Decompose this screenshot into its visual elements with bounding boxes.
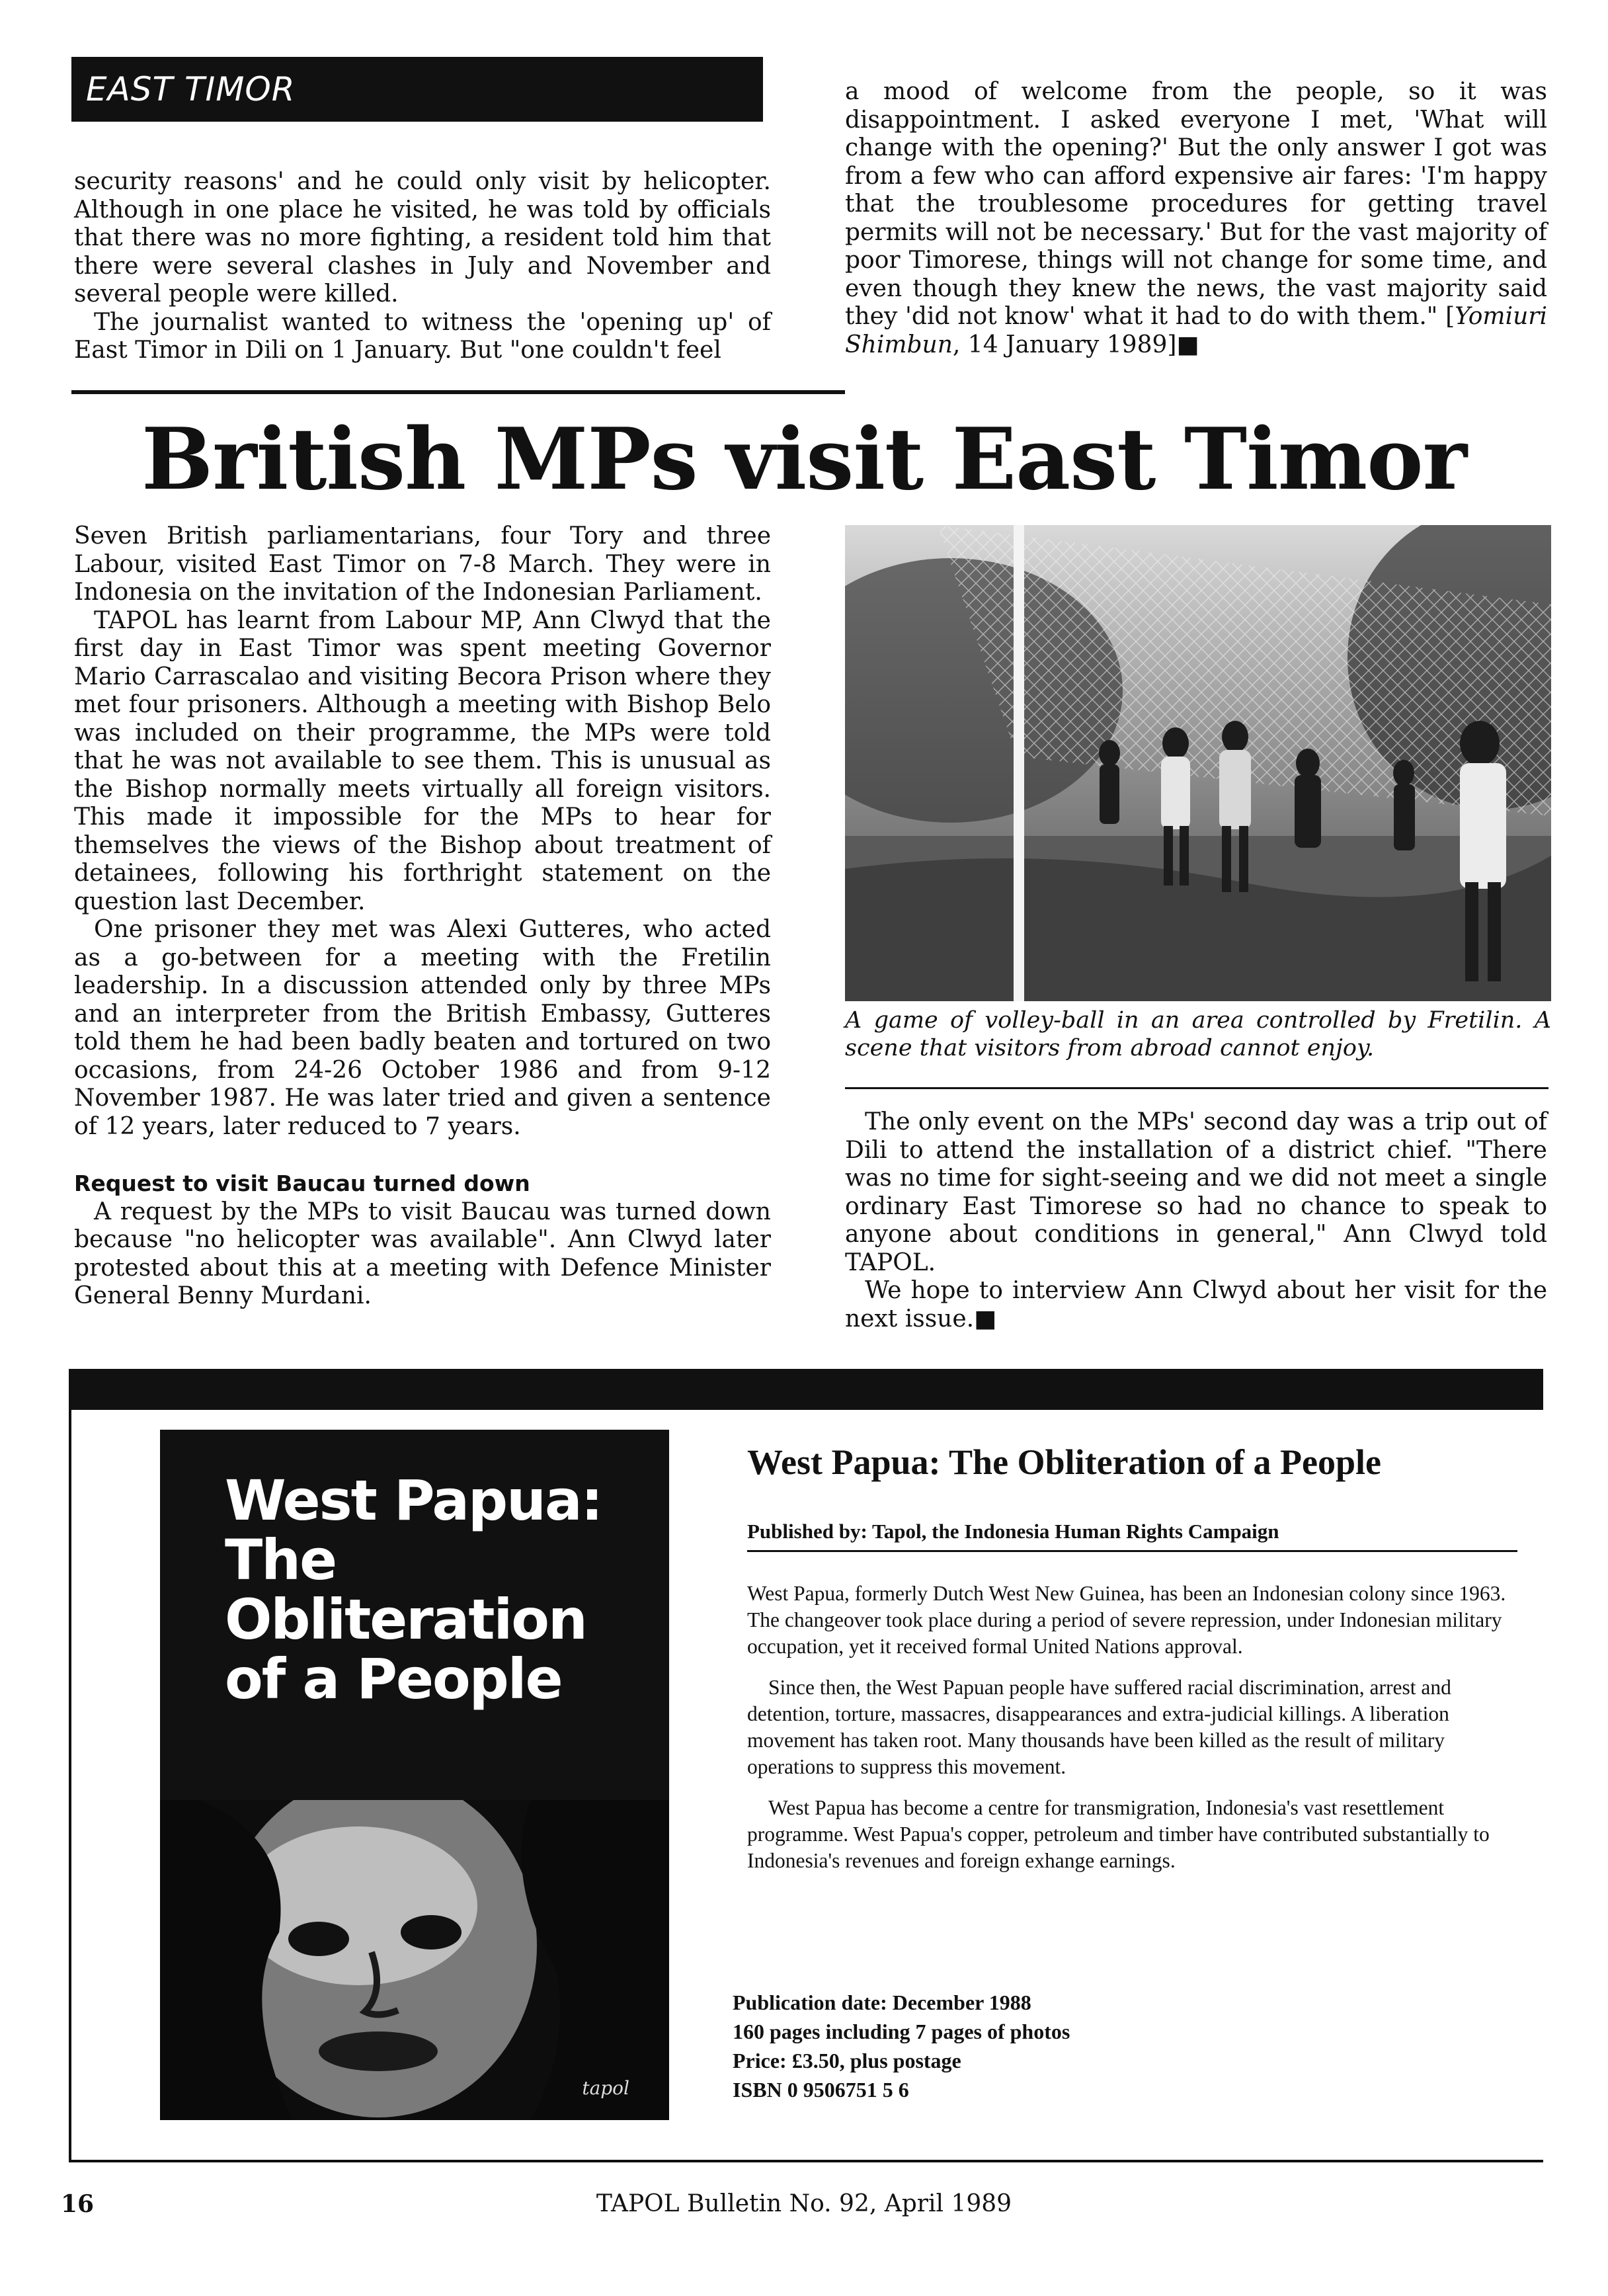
advert-title: West Papua: The Obliteration of a People	[747, 1442, 1381, 1482]
article-right-column	[845, 1108, 1547, 1333]
publication-facts	[733, 1988, 1328, 2104]
publisher-line: Published by: Tapol, the Indonesia Human Rights Campaign	[747, 1520, 1517, 1552]
cover-title: West Papua: The Obliteration of a People	[225, 1468, 602, 1711]
page-count: 160 pages including 7 pages of photos	[733, 2020, 1070, 2043]
volleyball-photo	[845, 525, 1551, 1001]
paragraph: West Papua, formerly Dutch West New Guinea, has been an Indonesian colony since 1963. The changeover took place during a period of severe repression, under Indonesian military occupation, yet it received formal United Nations approval.	[747, 1582, 1506, 1658]
top-right-column	[845, 78, 1547, 359]
cover-face-photo	[160, 1800, 669, 2120]
paragraph: Since then, the West Papuan people have suffered racial discrimination, arrest and detention, torture, massacres, disappearances and extra-judicial killings. A liberation movement has taken root. Many thousands have been killed as the result of military operations to suppress this movement.	[747, 1676, 1451, 1778]
advert-description	[747, 1580, 1515, 1889]
source-name: Yomiuri Shimbun	[845, 303, 1547, 358]
advert-top-band	[69, 1369, 1543, 1410]
isbn: ISBN 0 9506751 5 6	[733, 2078, 909, 2102]
book-cover	[160, 1430, 669, 2120]
paragraph	[845, 1277, 1547, 1333]
paragraph: security reasons' and he could only visit by helicopter. Although in one place he visited, he was told by officials that there was no more fighting, a resident told him that there were several clashes in July and November and several people were killed.	[74, 168, 771, 308]
quote-text: a mood of welcome from the people, so it was disappointment. I asked everyone I met, 'What will change with the opening?' But the only answer I got was from a few who can afford expensive air fares: 'I'm happy that the troublesome procedures for getting travel permits will not be necessary.' But for the vast majority of poor Timorese, things will not change for some time, and even though they knew the news, the vast majority said they 'did not know' what it had to do with them." [	[845, 78, 1547, 330]
paragraph: A request by the MPs to visit Baucau was turned down because "no helicopter was available". Ann Clwyd later protested about this at a meeting with Defence Minister General Benny Murdani.	[74, 1198, 771, 1309]
paragraph: West Papua has become a centre for transmigration, Indonesia's vast resettlement programme. West Papua's copper, petroleum and timber have contributed substantially to Indonesia's revenues and foreign exhange earnings.	[747, 1796, 1490, 1872]
section-tag: EAST TIMOR	[71, 57, 763, 122]
paragraph	[845, 78, 1547, 359]
top-left-column	[74, 168, 771, 365]
closing-text: We hope to interview Ann Clwyd about her visit for the next issue.	[845, 1277, 1547, 1332]
article-left-column	[74, 522, 771, 1311]
divider-rule	[71, 390, 845, 394]
paragraph: One prisoner they met was Alexi Gutteres, who acted as a go-between for a meeting with the Fretilin leadership. In a discussion attended only by three MPs and an interpreter from the British Embassy, Gutteres told them he had been badly beaten and tortured on two occasions, from 24-26 October 1986 and from 9-12 November 1987. He was later tried and given a sentence of 12 years, later reduced to 7 years.	[74, 916, 771, 1140]
caption-rule	[845, 1087, 1548, 1089]
paragraph: TAPOL has learnt from Labour MP, Ann Clwyd that the first day in East Timor was spent meeting Governor Mario Carrascalao and visiting Becora Prison where they met four prisoners. Although a meeting with Bishop Belo was included on their programme, the MPs were told that he was not available to see them. This is unusual as the Bishop normally meets virtually all foreign visitors. This made it impossible for the MPs to hear for themselves the views of the Bishop about treatment of detainees, following his forthright statement on the question last December.	[74, 606, 771, 915]
page-number: 16	[61, 2190, 95, 2218]
paragraph: Seven British parliamentarians, four Tory and three Labour, visited East Timor on 7-8 March. They were in Indonesia on the invitation of the Indonesian Parliament.	[74, 522, 771, 606]
cover-signature: tapol	[582, 2077, 629, 2099]
publication-footer: TAPOL Bulletin No. 92, April 1989	[596, 2190, 1012, 2217]
paragraph: The journalist wanted to witness the 'opening up' of East Timor in Dili on 1 January. But "one couldn't feel	[74, 308, 771, 364]
article-headline: British MPs visit East Timor	[141, 410, 1467, 509]
end-mark: ■	[1176, 331, 1199, 358]
subheading: Request to visit Baucau turned down	[74, 1170, 530, 1196]
end-mark: ■	[974, 1305, 997, 1332]
photo-caption: A game of volley-ball in an area controlled by Fretilin. A scene that visitors from abroad cannot enjoy.	[845, 1007, 1551, 1061]
paragraph: The only event on the MPs' second day was a trip out of Dili to attend the installation of a district chief. "There was no time for sight-seeing and we did not meet a single ordinary East Timorese so had no chance to speak to anyone about conditions in general," Ann Clwyd told TAPOL.	[845, 1108, 1547, 1276]
publication-date: Publication date: December 1988	[733, 1990, 1031, 2014]
price: Price: £3.50, plus postage	[733, 2049, 961, 2072]
source-date: , 14 January 1989]	[952, 331, 1177, 358]
